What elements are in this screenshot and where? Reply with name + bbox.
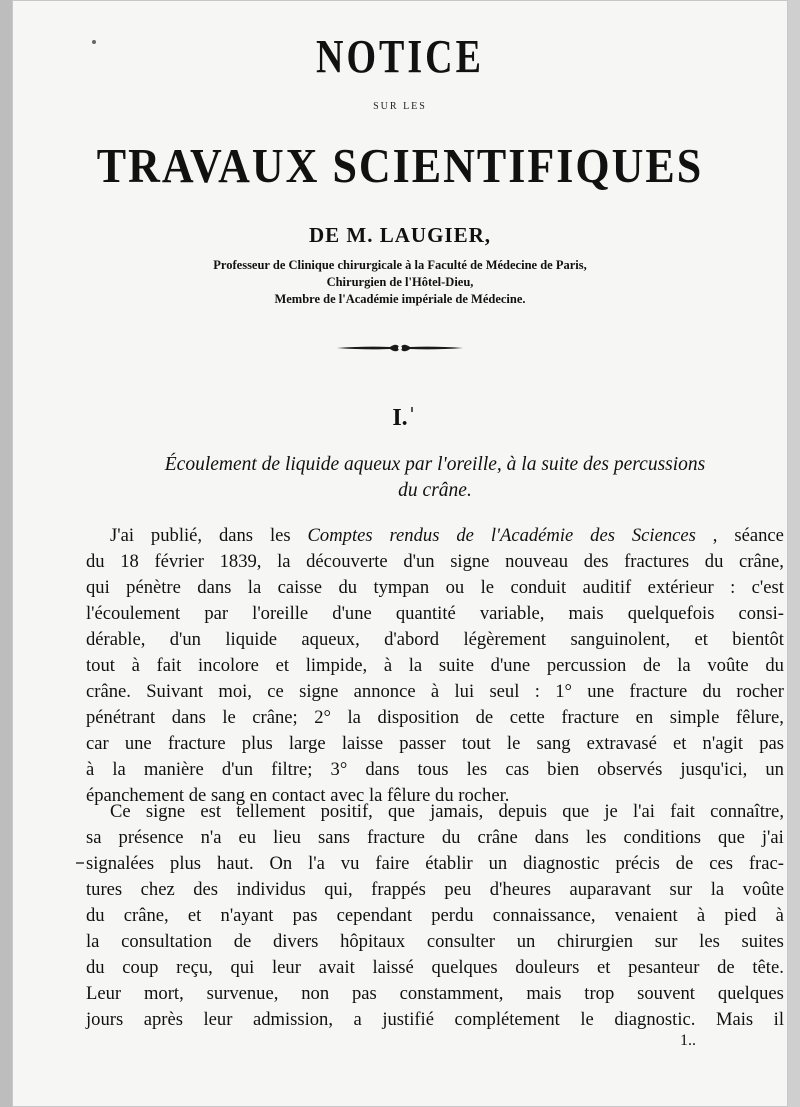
word: observés (597, 759, 663, 780)
word: du (435, 785, 459, 806)
word: à (383, 655, 393, 676)
word: qui (86, 577, 110, 598)
document-page (12, 0, 788, 1107)
word: conduit (510, 577, 567, 598)
word: dérable, (86, 629, 146, 650)
word: il (773, 1009, 784, 1030)
word: et (673, 733, 687, 754)
word: 1839, (219, 551, 262, 572)
word: d'heures (489, 879, 551, 900)
text-line (86, 705, 784, 731)
word: positif, (320, 801, 373, 822)
word: le (506, 733, 521, 754)
word: chirurgien (556, 931, 634, 952)
word: passer (399, 733, 446, 754)
word: leur (203, 1009, 233, 1030)
word: à (86, 759, 95, 780)
word: c'est (751, 577, 784, 598)
word: sang (210, 785, 250, 806)
word: du (765, 655, 784, 676)
word: fracture (167, 733, 226, 754)
word: présence (118, 827, 184, 848)
word: extravasé (586, 733, 657, 754)
section-heading-line: Écoulement de liquide aqueux par l'oreille, à la suite des percussions (164, 454, 706, 475)
word: rocher. (458, 785, 510, 806)
word: crâne; (252, 707, 298, 728)
word: je (604, 801, 618, 822)
word: et (694, 629, 708, 650)
word: pesanteur (628, 957, 700, 978)
word: : (534, 681, 540, 702)
word: tures (86, 879, 123, 900)
word: les (699, 931, 720, 952)
word: février (154, 551, 204, 572)
word: l'Académie (490, 525, 574, 546)
word: avait (318, 957, 355, 978)
word: manière (143, 759, 204, 780)
word: la (347, 707, 361, 728)
ink-speck (76, 862, 84, 864)
paragraph-2 (86, 799, 784, 1033)
text-line (86, 929, 784, 955)
word: du (86, 905, 105, 926)
credit-line: Professeur de Clinique chirurgicale à la Faculté de Médecine de Paris, (213, 258, 587, 272)
word: incolore (198, 655, 259, 676)
word: diagnostic. (614, 1009, 696, 1030)
word: l'ai (632, 801, 655, 822)
word: laisse (341, 733, 384, 754)
word: des (590, 525, 615, 546)
word: souvent (637, 983, 695, 1004)
word: crâne. (86, 681, 131, 702)
word: n'a (200, 827, 222, 848)
word: de (675, 853, 694, 874)
word: quelques (431, 957, 498, 978)
word: le (580, 1009, 594, 1030)
word: et (597, 957, 611, 978)
text-line (86, 523, 784, 549)
text-line (86, 1007, 784, 1033)
word: du (338, 577, 358, 598)
word: signe (450, 551, 490, 572)
word: Leur (86, 983, 122, 1004)
word: quelquefois (627, 603, 715, 624)
word: suites (741, 931, 784, 952)
word: par (204, 603, 229, 624)
word: contact (271, 785, 331, 806)
title-notice: NOTICE (316, 31, 484, 84)
scan-right-margin (788, 0, 800, 1107)
word: depuis (498, 801, 548, 822)
word: large (288, 733, 326, 754)
word: Ce (110, 801, 131, 822)
word: de (643, 655, 661, 676)
author-name: DE M. LAUGIER, (308, 223, 491, 247)
text-line (86, 903, 784, 929)
word: variable, (479, 603, 545, 624)
ornament-rule-icon (335, 340, 465, 356)
word: à (430, 681, 440, 702)
word: après (143, 1009, 183, 1030)
word: j'ai (761, 827, 784, 848)
word: crâne, (123, 905, 169, 926)
word: auditif (582, 577, 632, 598)
word: douleurs (515, 957, 580, 978)
text-line (86, 799, 784, 825)
word: crâne, (739, 551, 784, 572)
text-line (86, 757, 784, 783)
word: d'un (403, 551, 435, 572)
word: quantité (395, 603, 456, 624)
word: aqueux, (301, 629, 360, 650)
word: établir (425, 853, 473, 874)
word: le (480, 577, 495, 598)
word: pénètre (126, 577, 181, 598)
word: un (516, 931, 536, 952)
word: de (456, 525, 474, 546)
word: rocher (736, 681, 784, 702)
word: la (247, 577, 262, 598)
word: J'ai (110, 525, 135, 546)
word: caisse (277, 577, 323, 598)
text-line (86, 627, 784, 653)
word: non (301, 983, 330, 1004)
word: bientôt (732, 629, 784, 650)
word: vu (340, 853, 360, 874)
word: fait (156, 655, 182, 676)
word: de (475, 707, 494, 728)
word: pied (724, 905, 757, 926)
text-line (86, 877, 784, 903)
word: la (368, 785, 388, 806)
word: avec (330, 785, 369, 806)
word: chez (140, 879, 175, 900)
word: tellement (236, 801, 306, 822)
title-sur-les: SUR LES (373, 101, 427, 112)
word: simple (669, 707, 720, 728)
word: à (696, 905, 706, 926)
word: sa (86, 827, 102, 848)
word: crâne (477, 827, 518, 848)
word: du (702, 681, 722, 702)
word: fait (670, 801, 695, 822)
word: l'écoulement (86, 603, 181, 624)
word: ces (709, 853, 733, 874)
word: seul (489, 681, 520, 702)
word: signe (299, 681, 339, 702)
word: n'agit (702, 733, 744, 754)
word: les (269, 525, 291, 546)
word: dans (197, 577, 232, 598)
word: fracture (629, 681, 688, 702)
word: On (269, 853, 293, 874)
section-heading (85, 452, 785, 504)
word: plus (170, 853, 202, 874)
word: dans (365, 759, 400, 780)
word: frappés (371, 879, 426, 900)
word: fêlure, (735, 707, 784, 728)
word: est (200, 801, 221, 822)
word: connaître, (710, 801, 784, 822)
section-number: I. (392, 405, 408, 431)
word: consulter (426, 931, 495, 952)
word: un (488, 853, 508, 874)
word: liquide (225, 629, 278, 650)
word: 18 (120, 551, 139, 572)
word: justifié (382, 1009, 434, 1030)
word: la (408, 655, 423, 676)
word: diagnostic (523, 853, 600, 874)
word: légèrement (463, 629, 547, 650)
credit-line: Membre de l'Académie impériale de Médecine. (274, 292, 526, 306)
word: eu (238, 827, 257, 848)
scan-left-margin (0, 0, 12, 1107)
word: publié, (150, 525, 203, 546)
word: en (635, 707, 654, 728)
credit-line: Chirurgien de l'Hôtel-Dieu, (326, 275, 474, 289)
word: l'a (308, 853, 325, 874)
paragraph-1 (86, 523, 784, 809)
word: dans (171, 707, 206, 728)
word: faire (375, 853, 410, 874)
text-line (86, 575, 784, 601)
word: venaient (614, 905, 678, 926)
word: coup (122, 957, 159, 978)
word: pas (292, 905, 318, 926)
word: Comptes (307, 525, 373, 546)
word: cas (505, 759, 530, 780)
word: une (587, 681, 615, 702)
word: jamais, (430, 801, 484, 822)
word: mais (568, 603, 604, 624)
word: n'ayant (220, 905, 274, 926)
word: du (86, 957, 105, 978)
word: quelques (717, 983, 784, 1004)
word: de (233, 931, 252, 952)
word: fractures (624, 551, 690, 572)
word: hôpitaux (340, 931, 406, 952)
word: signe (145, 801, 186, 822)
word: des (583, 551, 609, 572)
word: sur (669, 879, 693, 900)
word: à (775, 905, 784, 926)
word: que (562, 801, 590, 822)
word: à (131, 655, 140, 676)
word: individus (236, 879, 306, 900)
word: haut. (216, 853, 254, 874)
word: voûte (707, 655, 749, 676)
word: nouveau (505, 551, 569, 572)
word: sans (317, 827, 351, 848)
word: cependant (336, 905, 413, 926)
word: sang (536, 733, 571, 754)
word: de (717, 957, 735, 978)
title-travaux-scientifiques: TRAVAUX SCIENTIFIQUES (96, 139, 704, 193)
word: survenue, (206, 983, 279, 1004)
word: des (193, 879, 219, 900)
word: jusqu'ici, (680, 759, 748, 780)
word: 2° (314, 707, 331, 728)
word: Mais (715, 1009, 754, 1030)
word: rendus (389, 525, 440, 546)
word: une (124, 733, 152, 754)
word: d'abord (384, 629, 440, 650)
page-number: 1.. (680, 1032, 696, 1049)
word: 1° (555, 681, 572, 702)
text-line (86, 653, 784, 679)
word: auparavant (569, 879, 651, 900)
word: tympan (373, 577, 430, 598)
word: jours (86, 1009, 124, 1030)
word: cette (509, 707, 545, 728)
word: d'un (221, 759, 254, 780)
word: fêlure (387, 785, 436, 806)
word: 3° (330, 759, 348, 780)
text-line (86, 549, 784, 575)
word: un (765, 759, 784, 780)
word: lui (454, 681, 475, 702)
word: mort, (143, 983, 184, 1004)
word: le (222, 707, 236, 728)
word: l'oreille (252, 603, 309, 624)
text-line (86, 981, 784, 1007)
word: trop (584, 983, 615, 1004)
word: perdu (431, 905, 474, 926)
word: dans (218, 525, 254, 546)
word: d'un (169, 629, 201, 650)
word: signalées (86, 853, 155, 874)
text-line (86, 851, 784, 877)
word: plus (241, 733, 273, 754)
word: constamment, (399, 983, 504, 1004)
word: mais (526, 983, 562, 1004)
word: les (585, 827, 607, 848)
word: la (86, 931, 100, 952)
word: pas (352, 983, 377, 1004)
word: car (86, 733, 109, 754)
word: d'une (490, 655, 531, 676)
word: du (704, 551, 724, 572)
word: tête. (752, 957, 784, 978)
word: connaissance, (492, 905, 596, 926)
word: épanchement (86, 785, 189, 806)
word: , (712, 525, 718, 546)
word: admission, (252, 1009, 333, 1030)
word: : (730, 577, 736, 598)
word: que (718, 827, 745, 848)
word: la (112, 759, 126, 780)
text-line (86, 731, 784, 757)
word: ou (445, 577, 465, 598)
word: pénétrant (86, 707, 156, 728)
word: ce (267, 681, 284, 702)
word: fracture (367, 827, 425, 848)
word: filtre; (271, 759, 313, 780)
word: tout (86, 655, 115, 676)
word: annonce (353, 681, 416, 702)
word: sur (654, 931, 678, 952)
word: suite (438, 655, 474, 676)
text-line (86, 679, 784, 705)
word: qui (230, 957, 255, 978)
section-heading-line: du crâne. (398, 480, 472, 501)
word: pas (759, 733, 784, 754)
word: complétement (454, 1009, 560, 1030)
word: peu (444, 879, 472, 900)
word: Suivant (146, 681, 204, 702)
word: Sciences (631, 525, 696, 546)
word: dans (534, 827, 569, 848)
word: et (275, 655, 290, 676)
word: en (249, 785, 272, 806)
text-line (86, 825, 784, 851)
word: précis (615, 853, 660, 874)
word: disposition (377, 707, 460, 728)
word: consi- (738, 603, 784, 624)
word: la (277, 551, 291, 572)
word: d'une (332, 603, 372, 624)
word: sanguinolent, (570, 629, 671, 650)
word: tout (461, 733, 491, 754)
text-line (86, 601, 784, 627)
word: tous (417, 759, 449, 780)
word: du (441, 827, 461, 848)
word: découverte (306, 551, 388, 572)
word: du (86, 551, 105, 572)
word: fracture (561, 707, 620, 728)
word: de (188, 785, 211, 806)
word: voûte (742, 879, 784, 900)
text-line (86, 955, 784, 981)
word: la (710, 879, 725, 900)
word: la (677, 655, 691, 676)
word: laissé (372, 957, 414, 978)
word: limpide, (305, 655, 368, 676)
word: extérieur (647, 577, 714, 598)
word: leur (271, 957, 301, 978)
word: les (466, 759, 488, 780)
word: divers (272, 931, 319, 952)
word: reçu, (176, 957, 213, 978)
word: et (187, 905, 202, 926)
word: a (353, 1009, 362, 1030)
word: lieu (273, 827, 301, 848)
word: bien (547, 759, 580, 780)
word: percussion (546, 655, 627, 676)
word: consultation (121, 931, 212, 952)
word: qui, (324, 879, 353, 900)
author-credits (12, 257, 788, 308)
word: séance (734, 525, 784, 546)
word: que (388, 801, 415, 822)
word: frac- (748, 853, 784, 874)
word: conditions (623, 827, 701, 848)
word: moi, (218, 681, 252, 702)
